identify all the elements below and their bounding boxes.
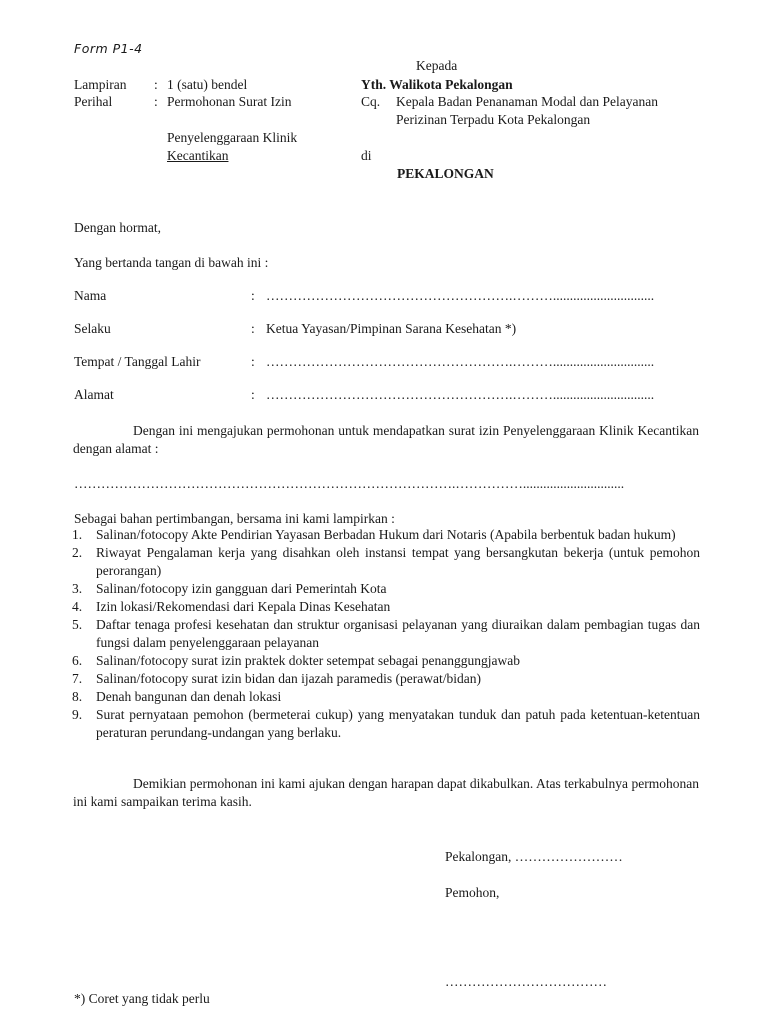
field-selaku-value: Ketua Yayasan/Pimpinan Sarana Kesehatan *) bbox=[266, 321, 517, 336]
lampiran-colon: : bbox=[154, 77, 158, 92]
field-alamat-label: Alamat bbox=[74, 387, 114, 402]
recipient-di: di bbox=[361, 148, 372, 163]
attachments-intro: Sebagai bahan pertimbangan, bersama ini kami lampirkan : bbox=[74, 511, 395, 526]
field-ttl-value: ……………………………………………….……….............................. bbox=[266, 354, 655, 369]
greeting: Dengan hormat, bbox=[74, 220, 161, 235]
signature-applicant: Pemohon, bbox=[445, 885, 500, 900]
attachments-list bbox=[72, 526, 700, 742]
list-item: 1. Salinan/fotocopy Akte Pendirian Yayasan Berbadan Hukum dari Notaris (Apabila berbentuk badan hukum) bbox=[72, 527, 676, 542]
list-item: 6. Salinan/fotocopy surat izin praktek dokter setempat sebagai penanggungjawab bbox=[72, 653, 520, 668]
recipient-cq-line1: Kepala Badan Penanaman Modal dan Pelayanan bbox=[396, 94, 659, 109]
recipient-cq-line2: Perizinan Terpadu Kota Pekalongan bbox=[396, 112, 591, 127]
field-ttl-label: Tempat / Tanggal Lahir bbox=[74, 354, 201, 369]
list-item: 2. Riwayat Pengalaman kerja yang disahkan oleh instansi tempat yang bersangkutan bekerja (untuk pemohon perorangan) bbox=[72, 545, 700, 578]
field-alamat-colon: : bbox=[251, 387, 255, 402]
signature-place-date: Pekalongan, …………………… bbox=[445, 849, 623, 864]
list-item: 5. Daftar tenaga profesi kesehatan dan struktur organisasi pelayanan yang diuraikan dalam pembagian tugas dan fungsi dalam penyelenggaraan pelayanan bbox=[72, 617, 700, 650]
recipient-kepada: Kepada bbox=[416, 58, 458, 73]
form-code: Form P1-4 bbox=[74, 41, 143, 56]
field-nama-label: Nama bbox=[74, 288, 107, 303]
field-nama-value: ……………………………………………….……….............................. bbox=[266, 288, 655, 303]
perihal-line3: Kecantikan bbox=[167, 148, 229, 163]
closing-paragraph: Demikian permohonan ini kami ajukan dengan harapan dapat dikabulkan. Atas terkabulnya permohonan ini kami sampaikan terima kasih. bbox=[73, 776, 699, 809]
recipient-yth: Yth. Walikota Pekalongan bbox=[361, 77, 513, 92]
recipient-city: PEKALONGAN bbox=[397, 166, 494, 181]
address-dots: ………………………………………………………………………….…………….............................. bbox=[74, 476, 625, 491]
field-selaku-colon: : bbox=[251, 321, 255, 336]
footnote: *) Coret yang tidak perlu bbox=[74, 991, 210, 1006]
field-selaku-label: Selaku bbox=[74, 321, 111, 336]
list-item: 9. Surat pernyataan pemohon (bermeterai cukup) yang menyatakan tunduk dan patuh pada ketentuan-ketentuan peraturan perundang-undangan yang berlaku. bbox=[72, 707, 700, 740]
list-item: 3. Salinan/fotocopy izin gangguan dari Pemerintah Kota bbox=[72, 581, 387, 596]
perihal-label: Perihal bbox=[74, 94, 113, 109]
request-paragraph: Dengan ini mengajukan permohonan untuk mendapatkan surat izin Penyelenggaraan Klinik Kecantikan dengan alamat : bbox=[73, 423, 699, 456]
lampiran-value: 1 (satu) bendel bbox=[167, 77, 248, 92]
field-nama-colon: : bbox=[251, 288, 255, 303]
intro-text: Yang bertanda tangan di bawah ini : bbox=[74, 255, 269, 270]
list-item: 7. Salinan/fotocopy surat izin bidan dan ijazah paramedis (perawat/bidan) bbox=[72, 671, 481, 686]
perihal-line1: Permohonan Surat Izin bbox=[167, 94, 292, 109]
field-ttl-colon: : bbox=[251, 354, 255, 369]
signature-line: ……………………………… bbox=[445, 974, 607, 989]
lampiran-label: Lampiran bbox=[74, 77, 127, 92]
field-alamat-value: ……………………………………………….……….............................. bbox=[266, 387, 655, 402]
list-item: 8. Denah bangunan dan denah lokasi bbox=[72, 689, 282, 704]
perihal-colon: : bbox=[154, 94, 158, 109]
recipient-cq-label: Cq. bbox=[361, 94, 381, 109]
perihal-line2: Penyelenggaraan Klinik bbox=[167, 130, 298, 145]
list-item: 4. Izin lokasi/Rekomendasi dari Kepala Dinas Kesehatan bbox=[72, 599, 391, 614]
